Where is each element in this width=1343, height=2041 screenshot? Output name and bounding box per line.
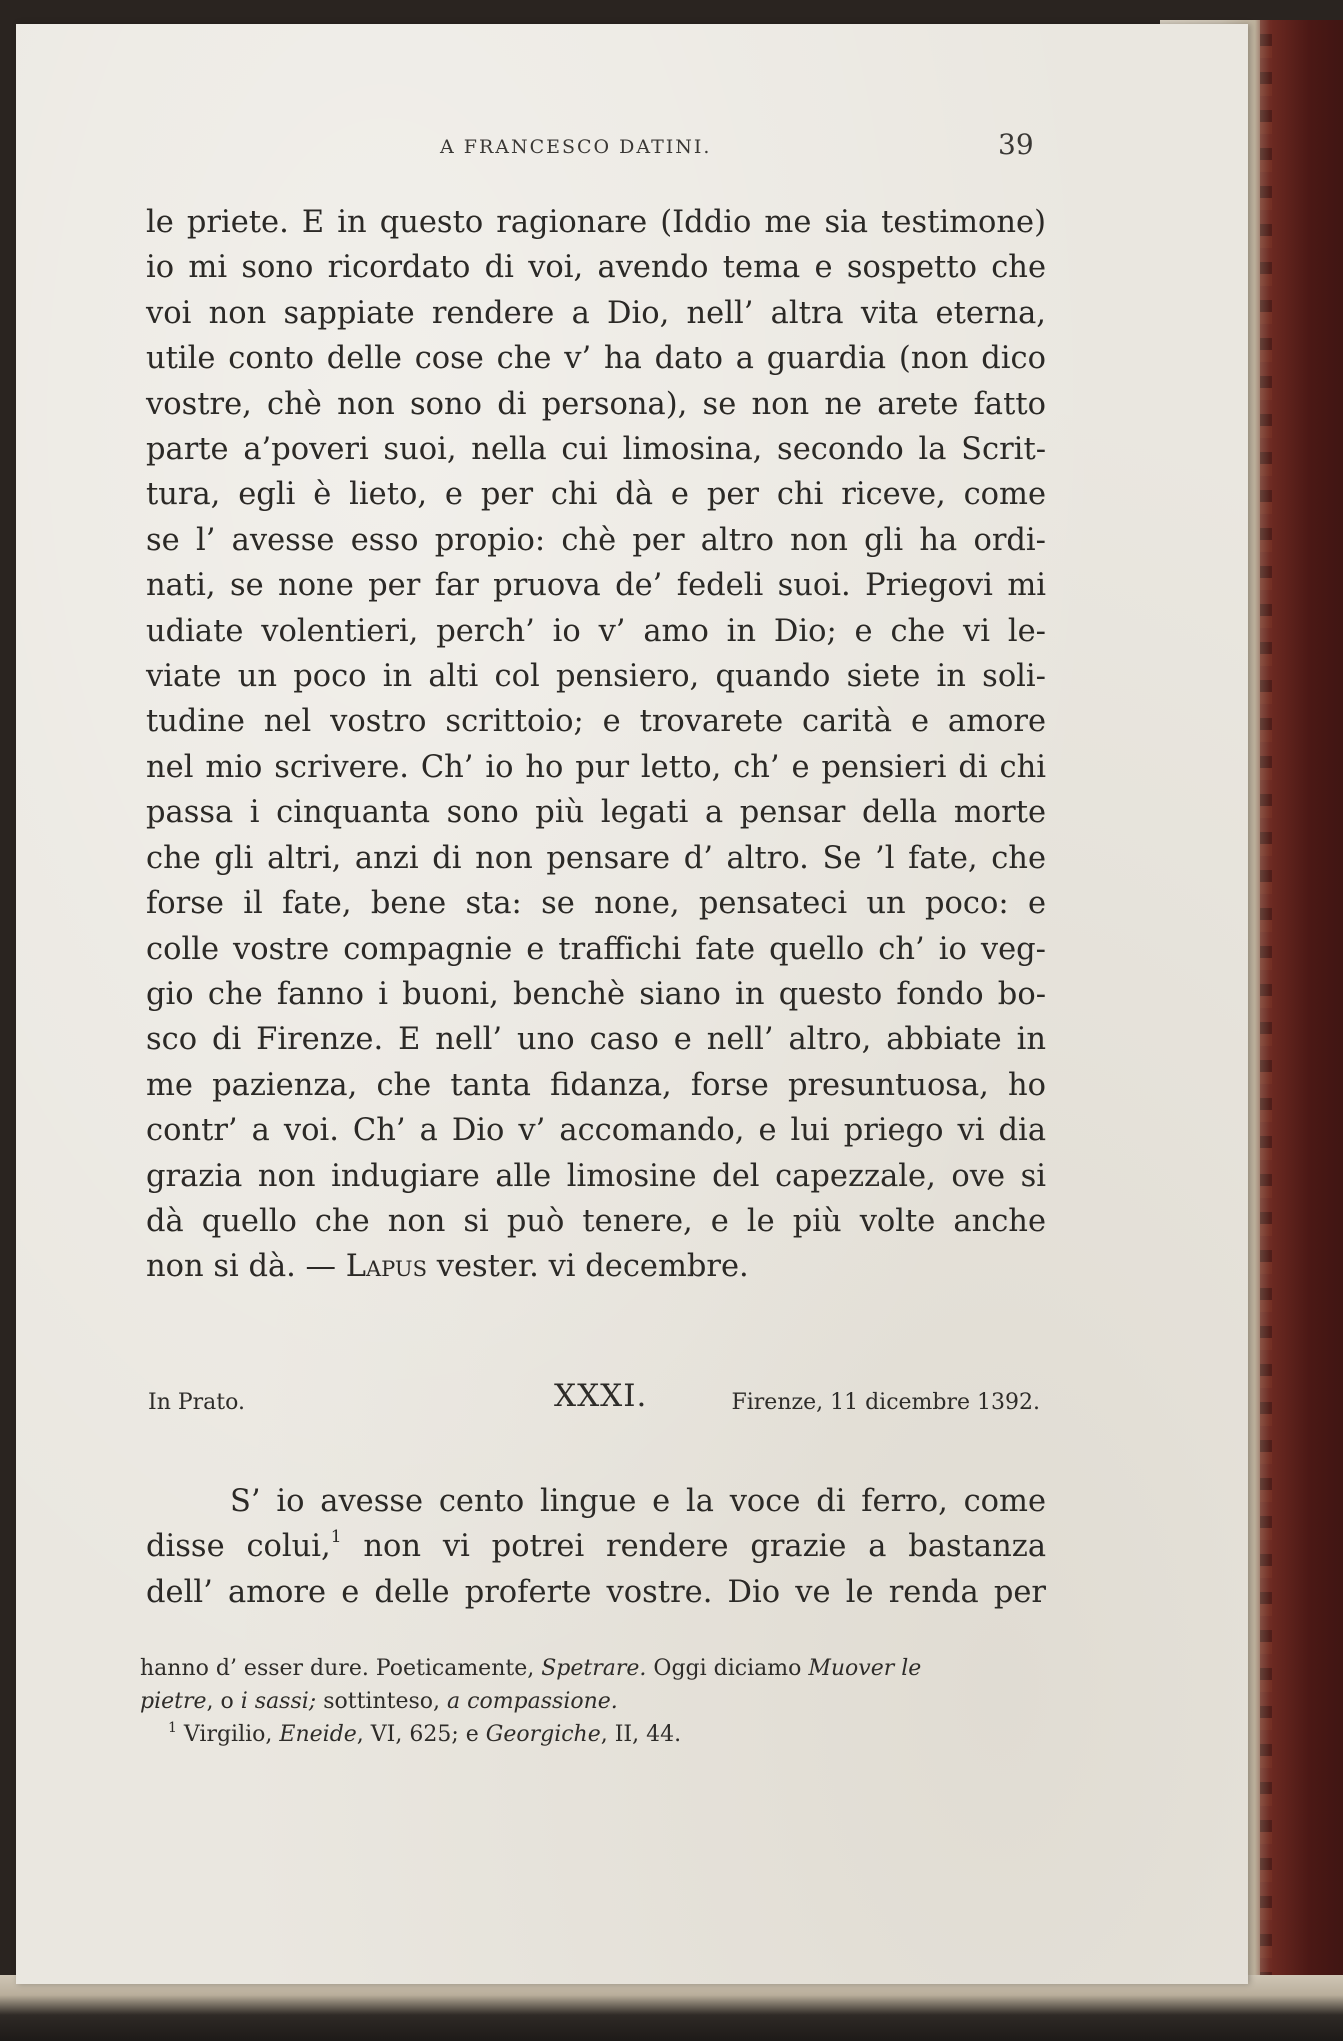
letter-date: Firenze, 11 dicembre 1392. [731, 1390, 1040, 1415]
footnotes [140, 1652, 1046, 1751]
body-line: me pazienza, che tanta fidanza, forse presuntuosa, ho [146, 1067, 1046, 1103]
body-line: udiate volentieri, perch’ io v’ amo in Dio; e che vi le- [146, 613, 1046, 649]
footnote-italic: Spetrare. [541, 1656, 647, 1681]
footnote-italic: Georgiche [485, 1722, 601, 1747]
footnote-italic: i sassi; [240, 1689, 317, 1714]
letter-place: In Prato. [148, 1390, 245, 1415]
body-line: contr’ a voi. Ch’ a Dio v’ accomando, e lui priego vi dia [146, 1113, 1046, 1149]
footnote-line [140, 1685, 1046, 1718]
footnote-text: Oggi diciamo [646, 1656, 809, 1681]
body-line: gio che fanno i buoni, benchè siano in questo fondo bo- [146, 976, 1046, 1012]
body-line-end: non vi potrei rendere grazie a bastanza [341, 1529, 1046, 1565]
body-line: utile conto delle cose che v’ ha dato a guardia (non dico [146, 341, 1046, 377]
body-line: tudine nel vostro scrittoio; e trovarete carità e amore [146, 704, 1046, 740]
body-line: viate un poco in alti col pensiero, quando siete in soli- [146, 659, 1046, 695]
body-line: dà quello che non si può tenere, e le più volte anche [146, 1203, 1046, 1239]
body-line: tura, egli è lieto, e per chi dà e per chi riceve, come [146, 477, 1046, 513]
body-line [146, 1524, 1046, 1569]
book-page [16, 24, 1248, 1984]
letter-body [146, 1479, 1046, 1615]
letter-number: XXXI. [554, 1378, 648, 1414]
body-line: voi non sappiate rendere a Dio, nell’ altra vita eterna, [146, 295, 1046, 331]
footnote-text: , II, 44. [600, 1722, 682, 1747]
closing-text: non si dà. — [146, 1249, 346, 1285]
footnote-italic: Muover le [808, 1656, 922, 1681]
body-line: colle vostre compagnie e traffichi fate quello ch’ io veg- [146, 931, 1046, 967]
footnote-marker: 1 [330, 1527, 342, 1548]
body-line: vostre, chè non sono di persona), se non ne arete fatto [146, 386, 1046, 422]
footnote-italic: pietre [140, 1689, 207, 1714]
body-line-start: disse colui, [146, 1529, 331, 1565]
body-line: passa i cinquanta sono più legati a pensar della morte [146, 795, 1046, 831]
footnote-text: sottinteso, [316, 1689, 448, 1714]
footnote-number: 1 [168, 1720, 177, 1736]
page-number: 39 [998, 128, 1034, 161]
footnote-1 [140, 1718, 1046, 1751]
footnote-text: , o [206, 1689, 241, 1714]
body-line: dell’ amore e delle proferte vostre. Dio ve le renda per [146, 1574, 1046, 1610]
footnote-text: hanno d’ esser dure. Poeticamente, [140, 1656, 542, 1681]
signature: Lapus [345, 1249, 428, 1285]
closing-rest: vester. vi decembre. [427, 1249, 749, 1285]
footnote-line [140, 1652, 1046, 1685]
body-line: io mi sono ricordato di voi, avendo tema e sospetto che [146, 250, 1046, 286]
body-line: le priete. E in questo ragionare (Iddio me sia testimone) [146, 205, 1046, 240]
footnote-text: Virgilio, [176, 1722, 280, 1747]
body-line: nati, se none per far pruova de’ fedeli suoi. Priegovi mi [146, 568, 1046, 604]
body-line: nel mio scrivere. Ch’ io ho pur letto, ch’ e pensieri di chi [146, 749, 1046, 785]
body-line: grazia non indugiare alle limosine del capezzale, ove si [146, 1158, 1046, 1194]
body-line: parte a’poveri suoi, nella cui limosina, secondo la Scrit- [146, 432, 1046, 468]
letter-text [146, 200, 1046, 1290]
body-line: se l’ avesse esso propio: chè per altro non gli ha ordi- [146, 522, 1046, 558]
running-head-title: A FRANCESCO DATINI. [440, 136, 712, 158]
bottom-page-edge [0, 1975, 1343, 2041]
footnote-text: , VI, 625; e [356, 1722, 486, 1747]
body-line: che gli altri, anzi di non pensare d’ altro. Se ’l fate, che [146, 840, 1046, 876]
running-head [16, 128, 1248, 168]
body-line: S’ io avesse cento lingue e la voce di ferro, come [230, 1484, 1046, 1519]
footnote-italic: Eneide [279, 1722, 357, 1747]
footnote-italic: a compassione. [447, 1689, 618, 1714]
letter-heading [146, 1378, 1046, 1422]
closing-line [146, 1244, 1046, 1289]
body-line: forse il fate, bene sta: se none, pensateci un poco: e [146, 886, 1046, 922]
body-line: sco di Firenze. E nell’ uno caso e nell’ altro, abbiate in [146, 1022, 1046, 1058]
